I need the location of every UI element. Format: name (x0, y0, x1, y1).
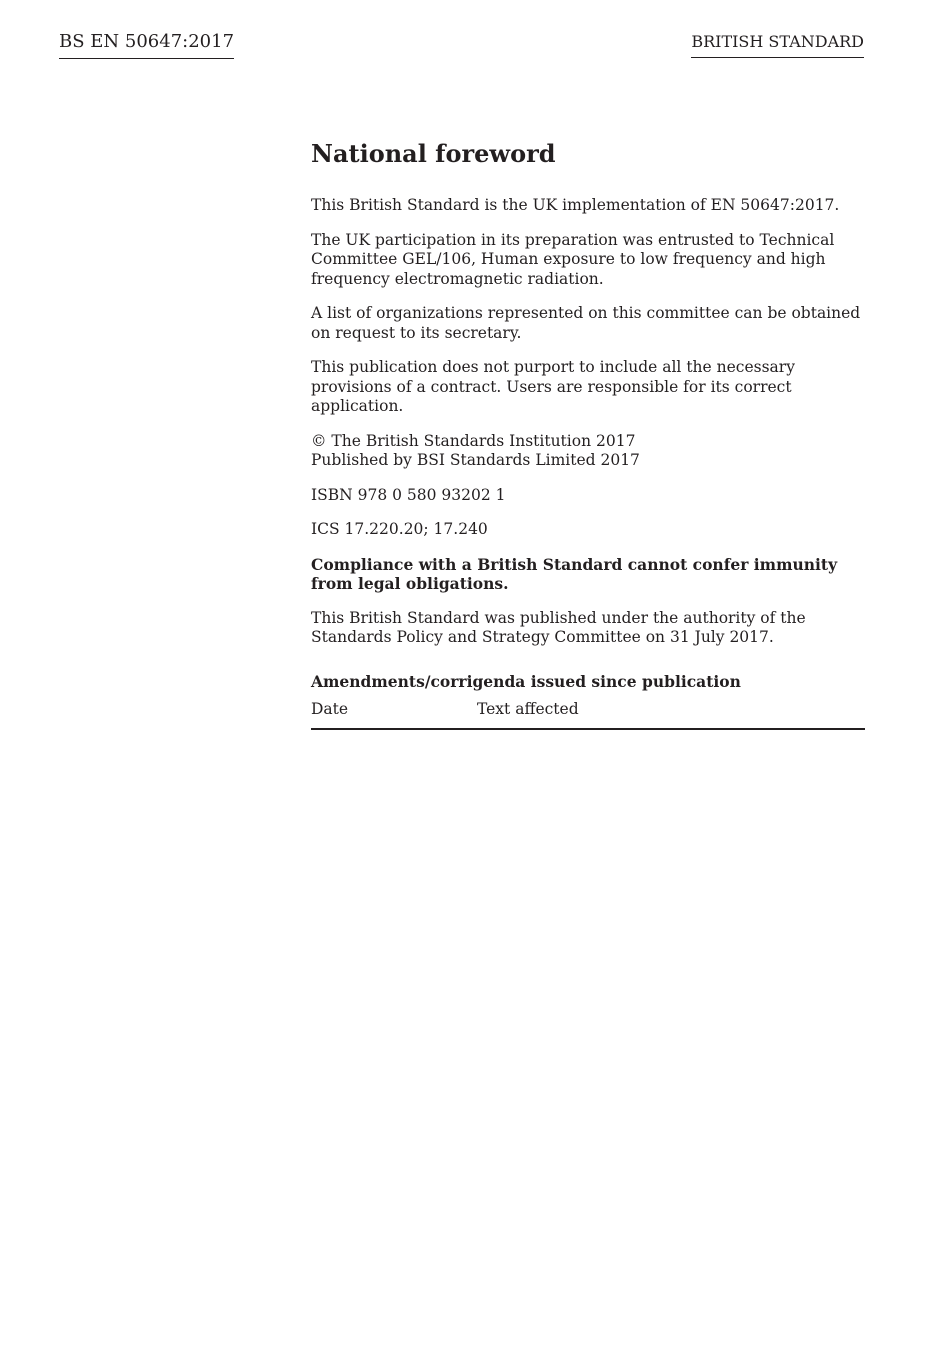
copyright-block (311, 432, 865, 471)
amendments-text-header: Text affected (477, 700, 579, 718)
ics-line: ICS 17.220.20; 17.240 (311, 520, 488, 538)
amendments-heading: Amendments/corrigenda issued since publication (311, 671, 741, 691)
compliance-notice: Compliance with a British Standard cannot confer immunity from legal obligations. (311, 554, 838, 593)
authority-paragraph: This British Standard was published under the authority of the Standards Policy and Strategy Committee on 31 July 2017. (311, 608, 806, 646)
amendments-date-header: Date (311, 700, 349, 718)
page-title: National foreword (311, 139, 556, 168)
implementation-paragraph: This British Standard is the UK implementation of EN 50647:2017. (311, 196, 840, 214)
isbn-line: ISBN 978 0 580 93202 1 (311, 485, 506, 504)
organizations-paragraph: A list of organizations represented on this committee can be obtained on request to its secretary. (311, 304, 861, 342)
document-type: BRITISH STANDARD (691, 31, 864, 58)
publisher-line: Published by BSI Standards Limited 2017 (311, 451, 640, 469)
contract-paragraph: This publication does not purport to include all the necessary provisions of a contract. Users are responsible for its correct application. (311, 358, 795, 415)
document-number: BS EN 50647:2017 (59, 30, 234, 59)
amendments-table (311, 700, 865, 730)
committee-paragraph: The UK participation in its preparation was entrusted to Technical Committee GEL/106, Human exposure to low frequency and high frequency electromagnetic radiation. (311, 230, 835, 288)
copyright-line: © The British Standards Institution 2017 (311, 431, 636, 450)
foreword-section (311, 138, 865, 730)
